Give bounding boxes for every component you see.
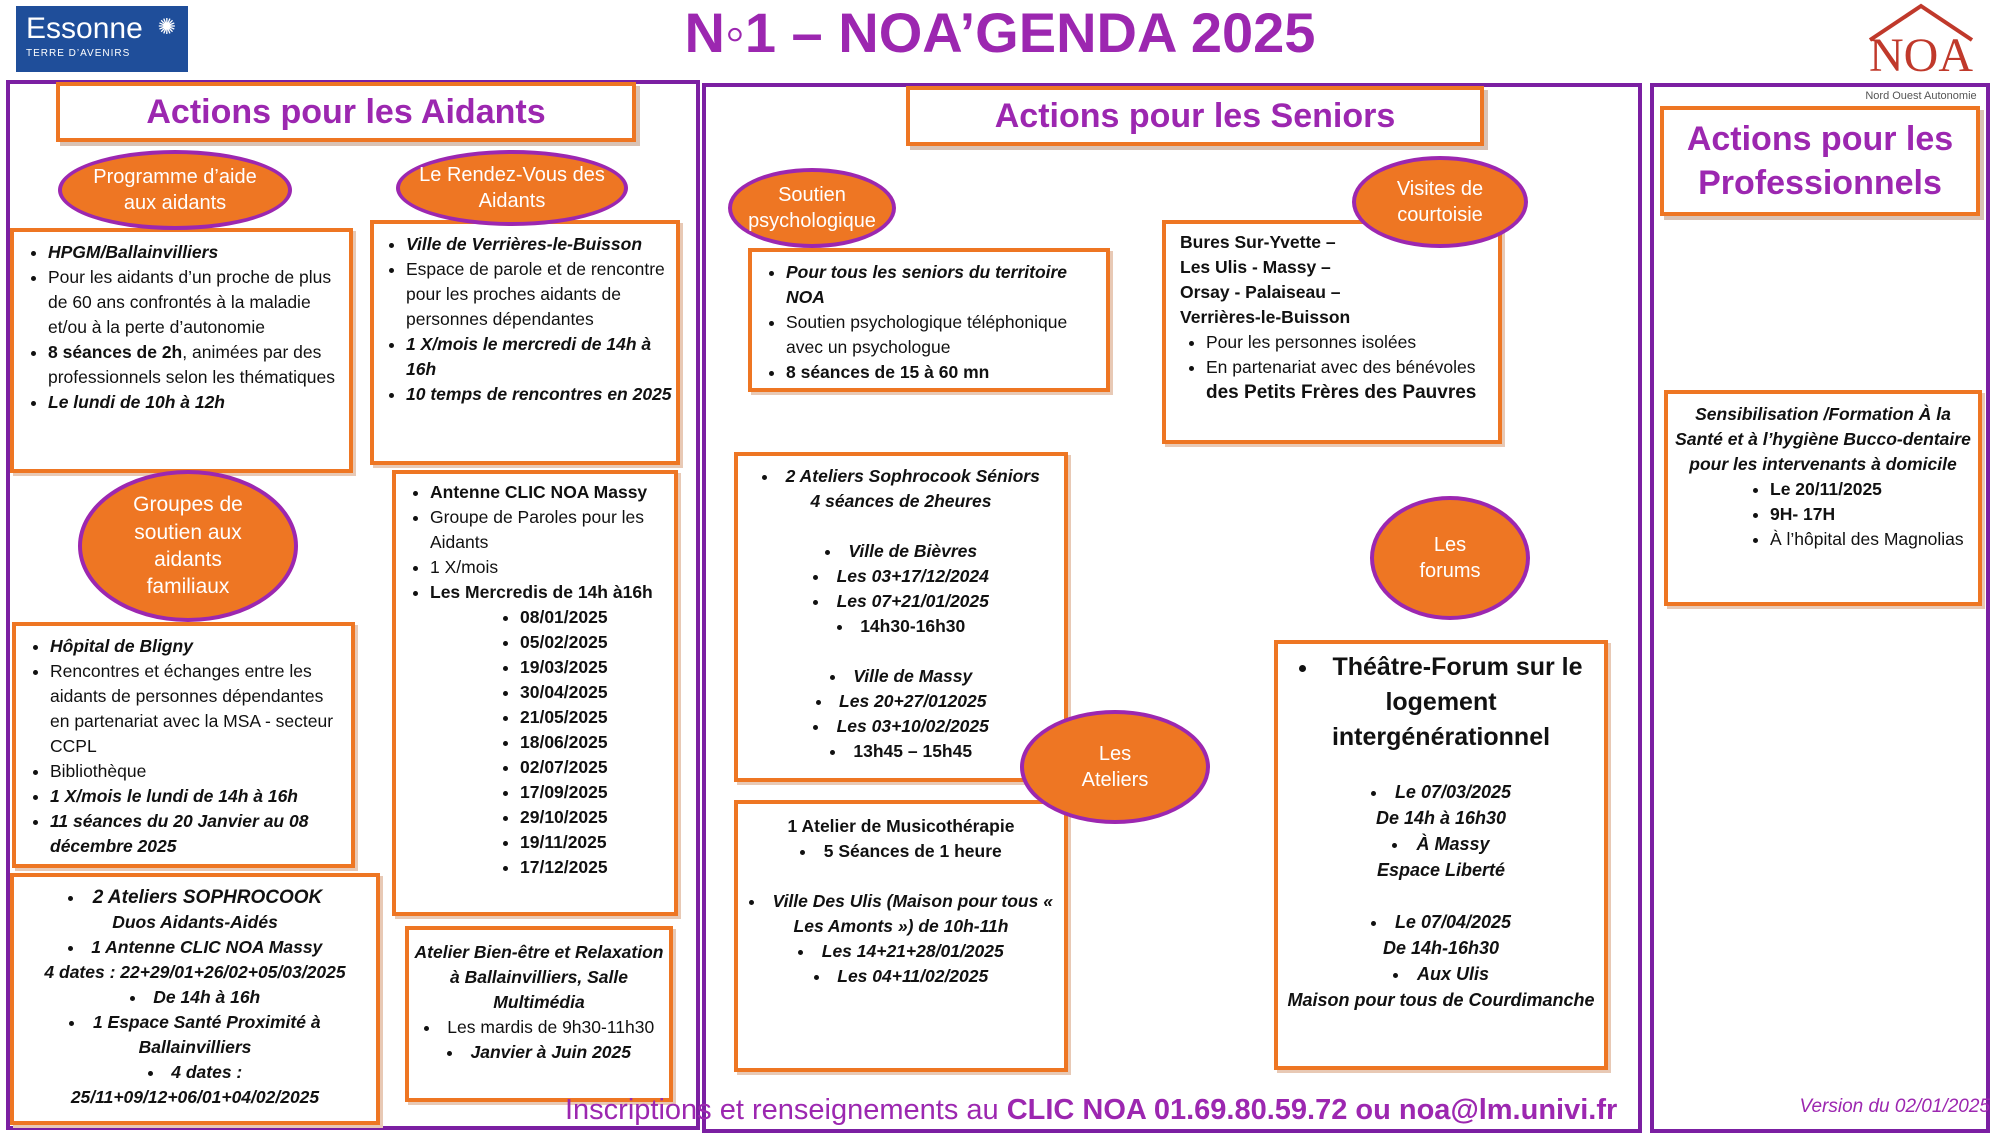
theatre-box bbox=[1274, 640, 1608, 1070]
pros-box bbox=[1664, 390, 1982, 606]
groupes-oval-line-2: soutien aux bbox=[134, 520, 242, 544]
bienetre-title: Atelier Bien-être et Relaxation à Ballainvilliers, Salle Multimédia bbox=[414, 942, 664, 1012]
soph-seniors-title: • 2 Ateliers Sophrocook Séniors bbox=[742, 464, 1060, 489]
groupes-sessions: • 11 séances du 20 Janvier au 08 décembre 2025 bbox=[50, 809, 347, 859]
footer-contact-details: CLIC NOA 01.69.80.59.72 ou noa@lm.univi.fr bbox=[1006, 1094, 1618, 1126]
groupes-oval bbox=[78, 470, 298, 622]
visites-target: • Pour les personnes isolées bbox=[1206, 330, 1494, 355]
footer-contact bbox=[565, 1094, 1665, 1126]
programme-sessions-rest: , animées par des professionnels selon les thématiques bbox=[48, 342, 335, 387]
soph-bievres-date-1: • Les 03+17/12/2024 bbox=[742, 564, 1060, 589]
sophrocook-title: • 2 Ateliers SOPHROCOOK bbox=[16, 885, 374, 910]
antenne-date: • 08/01/2025 bbox=[520, 605, 670, 630]
soutien-oval-line-1: Soutien bbox=[778, 184, 846, 206]
visites-partner bbox=[1206, 355, 1494, 405]
sun-icon: ✺ bbox=[157, 14, 176, 39]
theatre-date-1: • Le 07/03/2025 bbox=[1286, 779, 1596, 805]
visites-oval-line-2: courtoisie bbox=[1397, 204, 1483, 226]
groupes-location: • Hôpital de Bligny bbox=[50, 634, 347, 659]
theatre-place-2: • Aux Ulis bbox=[1286, 961, 1596, 987]
programme-location: • HPGM/Ballainvilliers bbox=[48, 240, 345, 265]
footer-version: Version du 02/01/2025 bbox=[1799, 1096, 1990, 1117]
antenne-location: • Antenne CLIC NOA Massy bbox=[430, 480, 670, 505]
antenne-date: • 02/07/2025 bbox=[520, 755, 670, 780]
sophrocook-box bbox=[10, 873, 380, 1125]
groupes-oval-line-1: Groupes de bbox=[133, 493, 243, 517]
programme-sessions-bold: 8 séances de 2h bbox=[48, 342, 183, 362]
page-title: N◦1 – NOA’GENDA 2025 bbox=[684, 1, 1316, 64]
programme-oval-line-1: Programme d’aide bbox=[93, 166, 257, 188]
programme-target: • Pour les aidants d’un proche de plus de 60 ans confrontés à la maladie et/ou à la perte d’autonomie bbox=[48, 265, 345, 340]
groupes-desc: • Rencontres et échanges entre les aidants de personnes dépendantes en partenariat avec la MSA - secteur CCPL bbox=[50, 659, 347, 759]
theatre-venue-2: Maison pour tous de Courdimanche bbox=[1287, 990, 1595, 1010]
sophrocook-dates-label: • 4 dates : bbox=[16, 1060, 374, 1085]
rendezvous-frequency: • 1 X/mois le mercredi de 14h à 16h bbox=[406, 332, 672, 382]
visites-box bbox=[1162, 220, 1502, 444]
visites-oval bbox=[1352, 156, 1528, 248]
essonne-logo bbox=[16, 6, 188, 72]
ateliers-oval bbox=[1020, 710, 1210, 824]
theatre-date-2: • Le 07/04/2025 bbox=[1286, 909, 1596, 935]
antenne-schedule: • Les Mercredis de 14h à16h bbox=[430, 580, 670, 605]
soph-massy-date-1: • Les 20+27/012025 bbox=[742, 689, 1060, 714]
soutien-box bbox=[748, 248, 1110, 392]
visites-partner-bold: des Petits Frères des Pauvres bbox=[1206, 382, 1477, 403]
pros-frame bbox=[1650, 83, 1990, 1133]
soutien-sessions: • 8 séances de 15 à 60 mn bbox=[786, 360, 1102, 385]
aidants-heading: Actions pour les Aidants bbox=[56, 82, 636, 142]
soutien-oval bbox=[728, 168, 896, 248]
bienetre-box bbox=[405, 926, 673, 1102]
visites-town-4: Verrières-le-Buisson bbox=[1180, 307, 1351, 327]
antenne-date: • 21/05/2025 bbox=[520, 705, 670, 730]
sophrocook-massy: • 1 Antenne CLIC NOA Massy bbox=[16, 935, 374, 960]
visites-town-3: Orsay - Palaiseau – bbox=[1180, 282, 1341, 302]
soph-bievres-hours: • 14h30-16h30 bbox=[742, 614, 1060, 639]
pros-title: Sensibilisation /Formation À la Santé et à l’hygiène Bucco-dentaire pour les intervenants à domicile bbox=[1675, 404, 1971, 474]
rendezvous-desc: • Espace de parole et de rencontre pour les proches aidants de personnes dépendantes bbox=[406, 257, 672, 332]
soph-massy: • Ville de Massy bbox=[742, 664, 1060, 689]
musico-title: 1 Atelier de Musicothérapie bbox=[787, 816, 1015, 836]
musico-sessions: • 5 Séances de 1 heure bbox=[746, 839, 1056, 864]
noa-logo-text: NOA bbox=[1869, 29, 1973, 82]
sophrocook-ballainvilliers-dates: 25/11+09/12+06/01+04/02/2025 bbox=[70, 1087, 320, 1107]
musico-date-2: • Les 04+11/02/2025 bbox=[746, 964, 1056, 989]
soutien-oval-line-2: psychologique bbox=[748, 210, 876, 232]
antenne-date: • 30/04/2025 bbox=[520, 680, 670, 705]
groupes-oval-line-4: familiaux bbox=[146, 575, 230, 599]
antenne-date: • 17/09/2025 bbox=[520, 780, 670, 805]
soph-massy-hours: • 13h45 – 15h45 bbox=[742, 739, 1060, 764]
soutien-desc: • Soutien psychologique téléphonique avec un psychologue bbox=[786, 310, 1102, 360]
groupes-box bbox=[12, 622, 355, 868]
bienetre-hours: • Les mardis de 9h30-11h30 bbox=[413, 1015, 665, 1040]
antenne-date: • 19/11/2025 bbox=[520, 830, 670, 855]
pros-place: • À l’hôpital des Magnolias bbox=[1770, 527, 1972, 552]
antenne-box bbox=[392, 470, 678, 916]
sophrocook-subtitle: Duos Aidants-Aidés bbox=[112, 912, 278, 932]
antenne-date: • 17/12/2025 bbox=[520, 855, 670, 880]
theatre-hours-2: De 14h-16h30 bbox=[1382, 938, 1500, 958]
groupes-oval-line-3: aidants bbox=[154, 548, 222, 571]
theatre-place-1: • À Massy bbox=[1286, 831, 1596, 857]
programme-oval-line-2: aux aidants bbox=[123, 192, 227, 214]
soph-bievres: • Ville de Bièvres bbox=[742, 539, 1060, 564]
antenne-date: • 05/02/2025 bbox=[520, 630, 670, 655]
rendezvous-box bbox=[370, 220, 680, 465]
soph-bievres-date-2: • Les 07+21/01/2025 bbox=[742, 589, 1060, 614]
visites-partner-text: En partenariat avec des bénévoles bbox=[1206, 357, 1476, 377]
seniors-heading: Actions pour les Seniors bbox=[906, 86, 1484, 146]
sophrocook-massy-dates: 4 dates : 22+29/01+26/02+05/03/2025 bbox=[44, 962, 346, 982]
groupes-place: • Bibliothèque bbox=[50, 759, 347, 784]
bienetre-period: • Janvier à Juin 2025 bbox=[413, 1040, 665, 1065]
rendezvous-count: • 10 temps de rencontres en 2025 bbox=[406, 382, 672, 407]
theatre-title: • Théâtre-Forum sur le logement intergénérationnel bbox=[1286, 650, 1596, 755]
groupes-frequency: • 1 X/mois le lundi de 14h à 16h bbox=[50, 784, 347, 809]
soph-seniors-box bbox=[734, 452, 1068, 782]
musico-location: • Ville Des Ulis (Maison pour tous « Les Amonts ») de 10h-11h bbox=[746, 889, 1056, 939]
antenne-desc: • Groupe de Paroles pour les Aidants bbox=[430, 505, 670, 555]
pros-hours: • 9H- 17H bbox=[1770, 502, 1972, 527]
essonne-logo-main: Essonne bbox=[26, 12, 143, 45]
visites-town-2: Les Ulis - Massy – bbox=[1180, 257, 1331, 277]
visites-town-1: Bures Sur-Yvette – bbox=[1180, 232, 1336, 252]
footer-contact-prefix: Inscriptions et renseignements au bbox=[565, 1094, 1007, 1126]
essonne-logo-sub: TERRE D’AVENIRS bbox=[26, 48, 131, 59]
antenne-frequency: • 1 X/mois bbox=[430, 555, 670, 580]
visites-oval-line-1: Visites de bbox=[1396, 178, 1484, 200]
soutien-target: • Pour tous les seniors du territoire NOA bbox=[786, 260, 1102, 310]
antenne-date: • 29/10/2025 bbox=[520, 805, 670, 830]
rendezvous-oval-line-2: Aidants bbox=[478, 190, 546, 212]
antenne-date: • 19/03/2025 bbox=[520, 655, 670, 680]
theatre-hours-1: De 14h à 16h30 bbox=[1375, 808, 1507, 828]
ateliers-oval-line-1: Les bbox=[1098, 743, 1132, 765]
noa-logo-sub: Nord Ouest Autonomie bbox=[1865, 90, 1977, 102]
ateliers-oval-line-2: Ateliers bbox=[1081, 769, 1149, 791]
sophrocook-hours: • De 14h à 16h bbox=[16, 985, 374, 1010]
soph-seniors-sessions: 4 séances de 2heures bbox=[810, 491, 992, 511]
theatre-venue-1: Espace Liberté bbox=[1376, 860, 1506, 880]
forums-oval-line-2: forums bbox=[1419, 560, 1481, 582]
pros-date: • Le 20/11/2025 bbox=[1770, 477, 1972, 502]
musico-date-1: • Les 14+21+28/01/2025 bbox=[746, 939, 1056, 964]
programme-schedule: • Le lundi de 10h à 12h bbox=[48, 390, 345, 415]
rendezvous-location: • Ville de Verrières-le-Buisson bbox=[406, 232, 672, 257]
forums-oval-line-1: Les bbox=[1433, 534, 1467, 556]
antenne-date: • 18/06/2025 bbox=[520, 730, 670, 755]
forums-oval bbox=[1370, 496, 1530, 620]
musico-box bbox=[734, 800, 1068, 1072]
programme-oval bbox=[58, 150, 292, 230]
soph-massy-date-2: • Les 03+10/02/2025 bbox=[742, 714, 1060, 739]
rendezvous-oval-line-1: Le Rendez-Vous des bbox=[419, 164, 605, 186]
sophrocook-ballainvilliers: • 1 Espace Santé Proximité à Ballainvilliers bbox=[16, 1010, 374, 1060]
rendezvous-oval bbox=[396, 150, 628, 226]
programme-box bbox=[10, 228, 353, 473]
programme-sessions bbox=[48, 340, 345, 390]
pros-heading: Actions pour les Professionnels bbox=[1660, 106, 1980, 216]
